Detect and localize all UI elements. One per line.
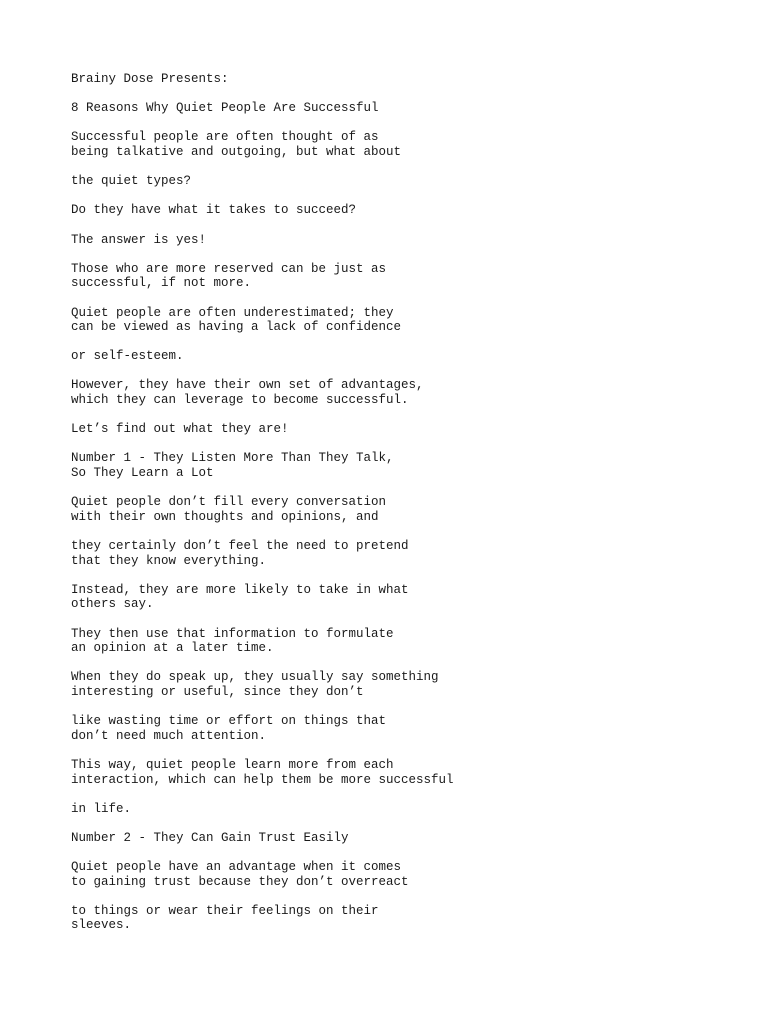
text-line: don’t need much attention. (71, 728, 267, 743)
paragraph (71, 714, 711, 743)
paragraph (71, 539, 711, 568)
paragraph (71, 174, 711, 189)
paragraph (71, 670, 711, 699)
text-line: Do they have what it takes to succeed? (71, 203, 357, 218)
paragraph (71, 203, 711, 218)
text-line: being talkative and outgoing, but what about (71, 144, 402, 159)
text-line: They then use that information to formulate (71, 626, 394, 641)
text-line: Number 1 - They Listen More Than They Talk, (71, 451, 394, 466)
text-line: This way, quiet people learn more from each (71, 757, 394, 772)
text-line: Number 2 - They Can Gain Trust Easily (71, 830, 349, 845)
paragraph (71, 451, 711, 480)
paragraph (71, 233, 711, 248)
paragraph (71, 802, 711, 817)
paragraph (71, 904, 711, 933)
text-line: Quiet people don’t fill every conversation (71, 495, 387, 510)
text-line: they certainly don’t feel the need to pretend (71, 539, 409, 553)
document-page (71, 72, 711, 948)
paragraph (71, 495, 711, 524)
paragraph (71, 306, 711, 335)
paragraph (71, 378, 711, 407)
paragraph (71, 627, 711, 656)
document-title (71, 101, 711, 116)
paragraph (71, 758, 711, 787)
paragraph (71, 349, 711, 364)
text-line: Those who are more reserved can be just as (71, 261, 387, 276)
text-line: to things or wear their feelings on their (71, 903, 379, 918)
paragraph (71, 130, 711, 159)
paragraph (71, 831, 711, 846)
paragraph (71, 262, 711, 291)
text-line: Instead, they are more likely to take in what (71, 582, 409, 597)
text-line: Let’s find out what they are! (71, 422, 289, 437)
text-line: an opinion at a later time. (71, 641, 274, 656)
text-line: Brainy Dose Presents: (71, 72, 229, 86)
text-line: When they do speak up, they usually say something (71, 670, 439, 685)
paragraph (71, 860, 711, 889)
paragraph (71, 422, 711, 437)
text-line: Quiet people are often underestimated; they (71, 305, 394, 320)
text-line: So They Learn a Lot (71, 466, 214, 481)
text-line: sleeves. (71, 918, 132, 933)
text-line: others say. (71, 597, 154, 612)
text-line: interaction, which can help them be more successful (71, 772, 454, 787)
text-line: in life. (71, 801, 132, 816)
text-line: interesting or useful, since they don’t (71, 684, 364, 699)
paragraph (71, 583, 711, 612)
text-line: with their own thoughts and opinions, and (71, 509, 379, 524)
text-line: can be viewed as having a lack of confidence (71, 320, 402, 335)
text-line: to gaining trust because they don’t overreact (71, 874, 409, 889)
text-line: However, they have their own set of advantages, (71, 378, 424, 393)
text-line: which they can leverage to become successful. (71, 393, 409, 408)
text-line: successful, if not more. (71, 276, 252, 291)
document-heading-intro (71, 72, 711, 87)
text-line: The answer is yes! (71, 232, 207, 247)
text-line: that they know everything. (71, 553, 267, 568)
text-line: the quiet types? (71, 174, 192, 189)
text-line: like wasting time or effort on things that (71, 714, 387, 729)
text-line: or self-esteem. (71, 349, 184, 364)
text-line: Successful people are often thought of as (71, 130, 379, 145)
text-line: 8 Reasons Why Quiet People Are Successful (71, 101, 379, 116)
text-line: Quiet people have an advantage when it comes (71, 860, 402, 875)
